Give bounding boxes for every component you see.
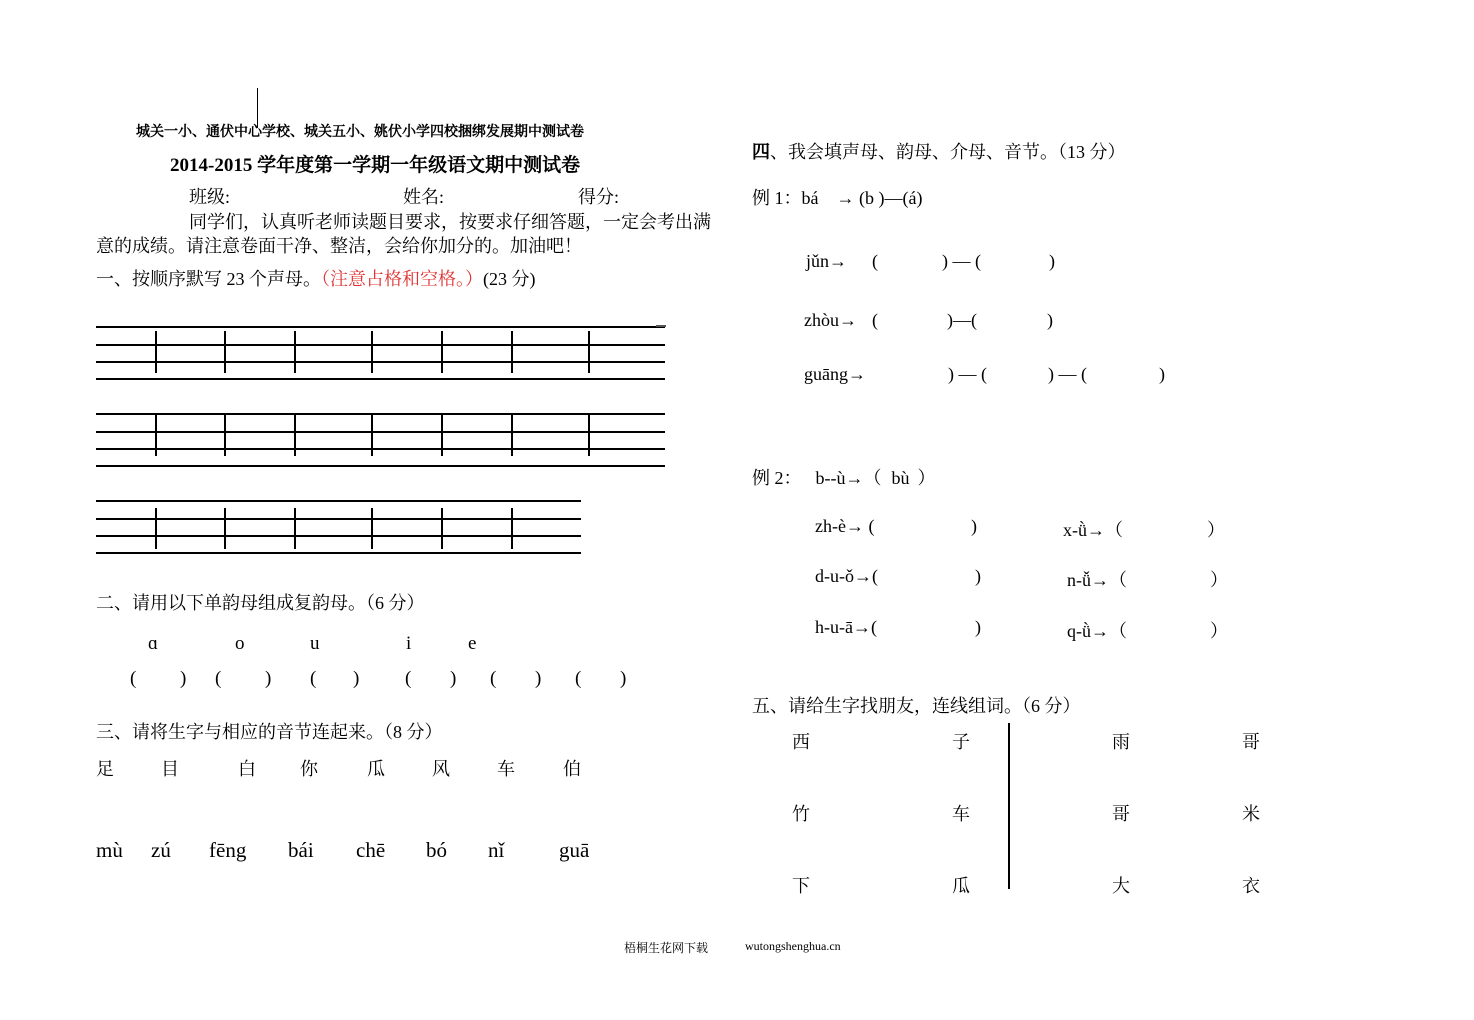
section1-heading-text: 一、按顺序默写 23 个声母。 <box>96 269 321 289</box>
section4-heading-text: 、我会填声母、韵母、介母、音节。（13 分） <box>770 142 1126 162</box>
grid-line <box>656 325 666 327</box>
split-item-jun[interactable] <box>806 251 847 272</box>
grid-divider <box>371 508 373 549</box>
grid-divider <box>294 508 296 549</box>
section2-heading: 二、请用以下单韵母组成复韵母。（6 分） <box>96 593 425 613</box>
answer-blank[interactable]: ( <box>215 668 222 689</box>
grid-divider <box>511 414 513 456</box>
grid-line <box>96 378 665 380</box>
vowel-i: i <box>406 633 412 654</box>
match-right-char[interactable]: 哥 <box>1242 732 1260 752</box>
split-blank[interactable]: ) <box>1049 251 1055 271</box>
vowel-e: e <box>468 633 477 654</box>
vowel-a: ɑ <box>148 633 158 654</box>
match-left-char[interactable]: 哥 <box>1112 804 1130 824</box>
grid-divider <box>441 331 443 373</box>
answer-blank[interactable]: ( <box>310 668 317 689</box>
split-item-zhou[interactable] <box>804 310 857 331</box>
grid-divider <box>441 414 443 456</box>
syllable-feng[interactable]: fēng <box>209 838 247 862</box>
syllable-zu[interactable]: zú <box>151 838 171 862</box>
answer-blank[interactable]: ) <box>535 668 542 689</box>
grid-divider <box>511 331 513 373</box>
combine-item-zhe[interactable]: zh-è→ ( <box>815 516 875 536</box>
character-mu[interactable]: 目 <box>161 759 179 779</box>
grid-line <box>96 361 665 363</box>
character-bai[interactable]: 白 <box>238 759 256 779</box>
split-blank[interactable]: ) <box>1047 310 1053 330</box>
grid-divider <box>224 414 226 456</box>
grid-divider <box>155 331 157 373</box>
combine-close: ) <box>971 516 977 536</box>
split-blank[interactable]: ) — ( <box>1048 364 1087 384</box>
grid-divider <box>511 508 513 549</box>
combine-item-hua[interactable]: h-u-ā→( <box>815 617 877 637</box>
split-blank[interactable]: ) <box>1159 364 1165 384</box>
combine-close: ） <box>1210 621 1228 641</box>
match-divider <box>1008 723 1010 889</box>
combine-item-xu[interactable]: x-ǜ→（ <box>1063 520 1123 540</box>
section4-heading <box>752 138 1126 164</box>
match-left-char[interactable]: 大 <box>1112 876 1130 896</box>
syllable-mu[interactable]: mù <box>96 838 123 862</box>
example1-result: → (b )—(á) <box>836 188 923 208</box>
section1-points: (23 分) <box>483 269 536 289</box>
grid-divider <box>224 508 226 549</box>
exam-subtitle: 城关一小、通伏中心学校、城关五小、姚伏小学四校捆绑发展期中测试卷 <box>136 125 584 140</box>
match-left-char[interactable]: 雨 <box>1112 732 1130 752</box>
grid-divider <box>588 331 590 373</box>
example2-close: ） <box>917 468 936 488</box>
split-item-syllable: zhòu→ <box>804 310 857 330</box>
match-left-char[interactable]: 下 <box>792 876 810 896</box>
split-blank[interactable]: ) — ( <box>942 251 981 271</box>
syllable-ni[interactable]: nǐ <box>488 838 505 862</box>
intro-text-line1: 同学们，认真听老师读题目要求，按要求仔细答题，一定会考出满 <box>189 212 711 232</box>
character-bo[interactable]: 伯 <box>563 759 581 779</box>
grid-line <box>96 518 581 520</box>
example2-label: 例 2： <box>752 468 802 488</box>
grid-line <box>96 326 665 328</box>
grid-line <box>96 552 581 554</box>
class-field-label: 班级: <box>189 187 231 207</box>
grid-divider <box>294 414 296 456</box>
answer-blank[interactable]: ( <box>130 668 137 689</box>
character-zu[interactable]: 足 <box>96 759 114 779</box>
character-feng[interactable]: 风 <box>432 759 450 779</box>
match-right-char[interactable]: 子 <box>952 732 970 752</box>
grid-line <box>96 344 665 346</box>
example1-syllable: bá <box>801 188 819 208</box>
section3-heading: 三、请将生字与相应的音节连起来。（8 分） <box>96 722 443 742</box>
grid-divider <box>371 414 373 456</box>
combine-item-nu[interactable]: n-ǚ→（ <box>1067 570 1127 590</box>
grid-line <box>96 448 665 450</box>
split-item-syllable: guāng→ <box>804 364 866 384</box>
character-che[interactable]: 车 <box>497 759 515 779</box>
combine-item-duo[interactable]: d-u-ǒ→( <box>815 566 878 586</box>
exam-title: 2014-2015 学年度第一学期一年级语文期中测试卷 <box>170 155 581 176</box>
answer-blank[interactable]: ) <box>265 668 272 689</box>
syllable-che[interactable]: chē <box>356 838 386 862</box>
grid-line <box>96 465 665 467</box>
match-right-char[interactable]: 衣 <box>1242 876 1260 896</box>
split-blank[interactable]: ( <box>872 310 878 330</box>
match-left-char[interactable]: 竹 <box>792 804 810 824</box>
grid-line <box>96 535 581 537</box>
example1-label: 例 1： <box>752 188 802 208</box>
syllable-bo[interactable]: bó <box>426 838 447 862</box>
combine-close: ) <box>975 566 981 586</box>
answer-blank[interactable]: ( <box>405 668 412 689</box>
example2 <box>752 464 936 490</box>
syllable-gua[interactable]: guā <box>559 838 590 862</box>
split-blank[interactable]: )—( <box>947 310 977 330</box>
answer-blank[interactable]: ) <box>620 668 627 689</box>
character-ni[interactable]: 你 <box>300 759 318 779</box>
example2-answer: bù <box>891 468 910 488</box>
split-item-syllable: jǔn→ <box>806 251 848 271</box>
grid-divider <box>371 331 373 373</box>
syllable-bai[interactable]: bái <box>288 838 314 862</box>
match-left-char[interactable]: 西 <box>792 732 810 752</box>
example1 <box>752 184 922 210</box>
section5-heading: 五、请给生字找朋友，连线组词。（6 分） <box>752 696 1081 716</box>
answer-blank[interactable]: ) <box>180 668 187 689</box>
example2-parts: b--ù→（ <box>815 468 882 488</box>
grid-divider <box>588 414 590 456</box>
footer-site[interactable]: wutongshenghua.cn <box>745 939 841 953</box>
combine-item-qu[interactable]: q-ǜ→（ <box>1067 621 1127 641</box>
grid-divider <box>441 508 443 549</box>
match-right-char[interactable]: 车 <box>952 804 970 824</box>
grid-divider <box>224 331 226 373</box>
section1-heading <box>96 265 536 291</box>
grid-divider <box>155 414 157 456</box>
grid-divider <box>294 331 296 373</box>
split-blank[interactable]: ) — ( <box>948 364 987 384</box>
score-field-label: 得分: <box>578 187 620 207</box>
grid-line <box>96 500 581 502</box>
intro-text-line2: 意的成绩。请注意卷面干净、整洁，会给你加分的。加油吧！ <box>96 236 582 256</box>
combine-close: ） <box>1210 570 1228 590</box>
vowel-o: o <box>235 633 245 654</box>
match-right-char[interactable]: 米 <box>1242 804 1260 824</box>
answer-blank[interactable]: ( <box>575 668 582 689</box>
character-gua[interactable]: 瓜 <box>367 759 385 779</box>
footer-source: 梧桐生花网下载 <box>624 941 709 955</box>
grid-line <box>96 413 665 415</box>
name-field-label: 姓名: <box>403 187 445 207</box>
grid-line <box>96 431 665 433</box>
match-right-char[interactable]: 瓜 <box>952 876 970 896</box>
split-item-guang[interactable] <box>804 364 866 385</box>
answer-blank[interactable]: ( <box>490 668 497 689</box>
vowel-u: u <box>310 633 320 654</box>
grid-divider <box>155 508 157 549</box>
combine-close: ） <box>1207 520 1225 540</box>
answer-blank[interactable]: ) <box>353 668 360 689</box>
answer-blank[interactable]: ) <box>450 668 457 689</box>
section1-note: （注意占格和空格。） <box>321 269 483 289</box>
section4-number: 四 <box>752 142 770 162</box>
combine-close: ) <box>975 617 981 637</box>
split-blank[interactable]: ( <box>872 251 878 271</box>
